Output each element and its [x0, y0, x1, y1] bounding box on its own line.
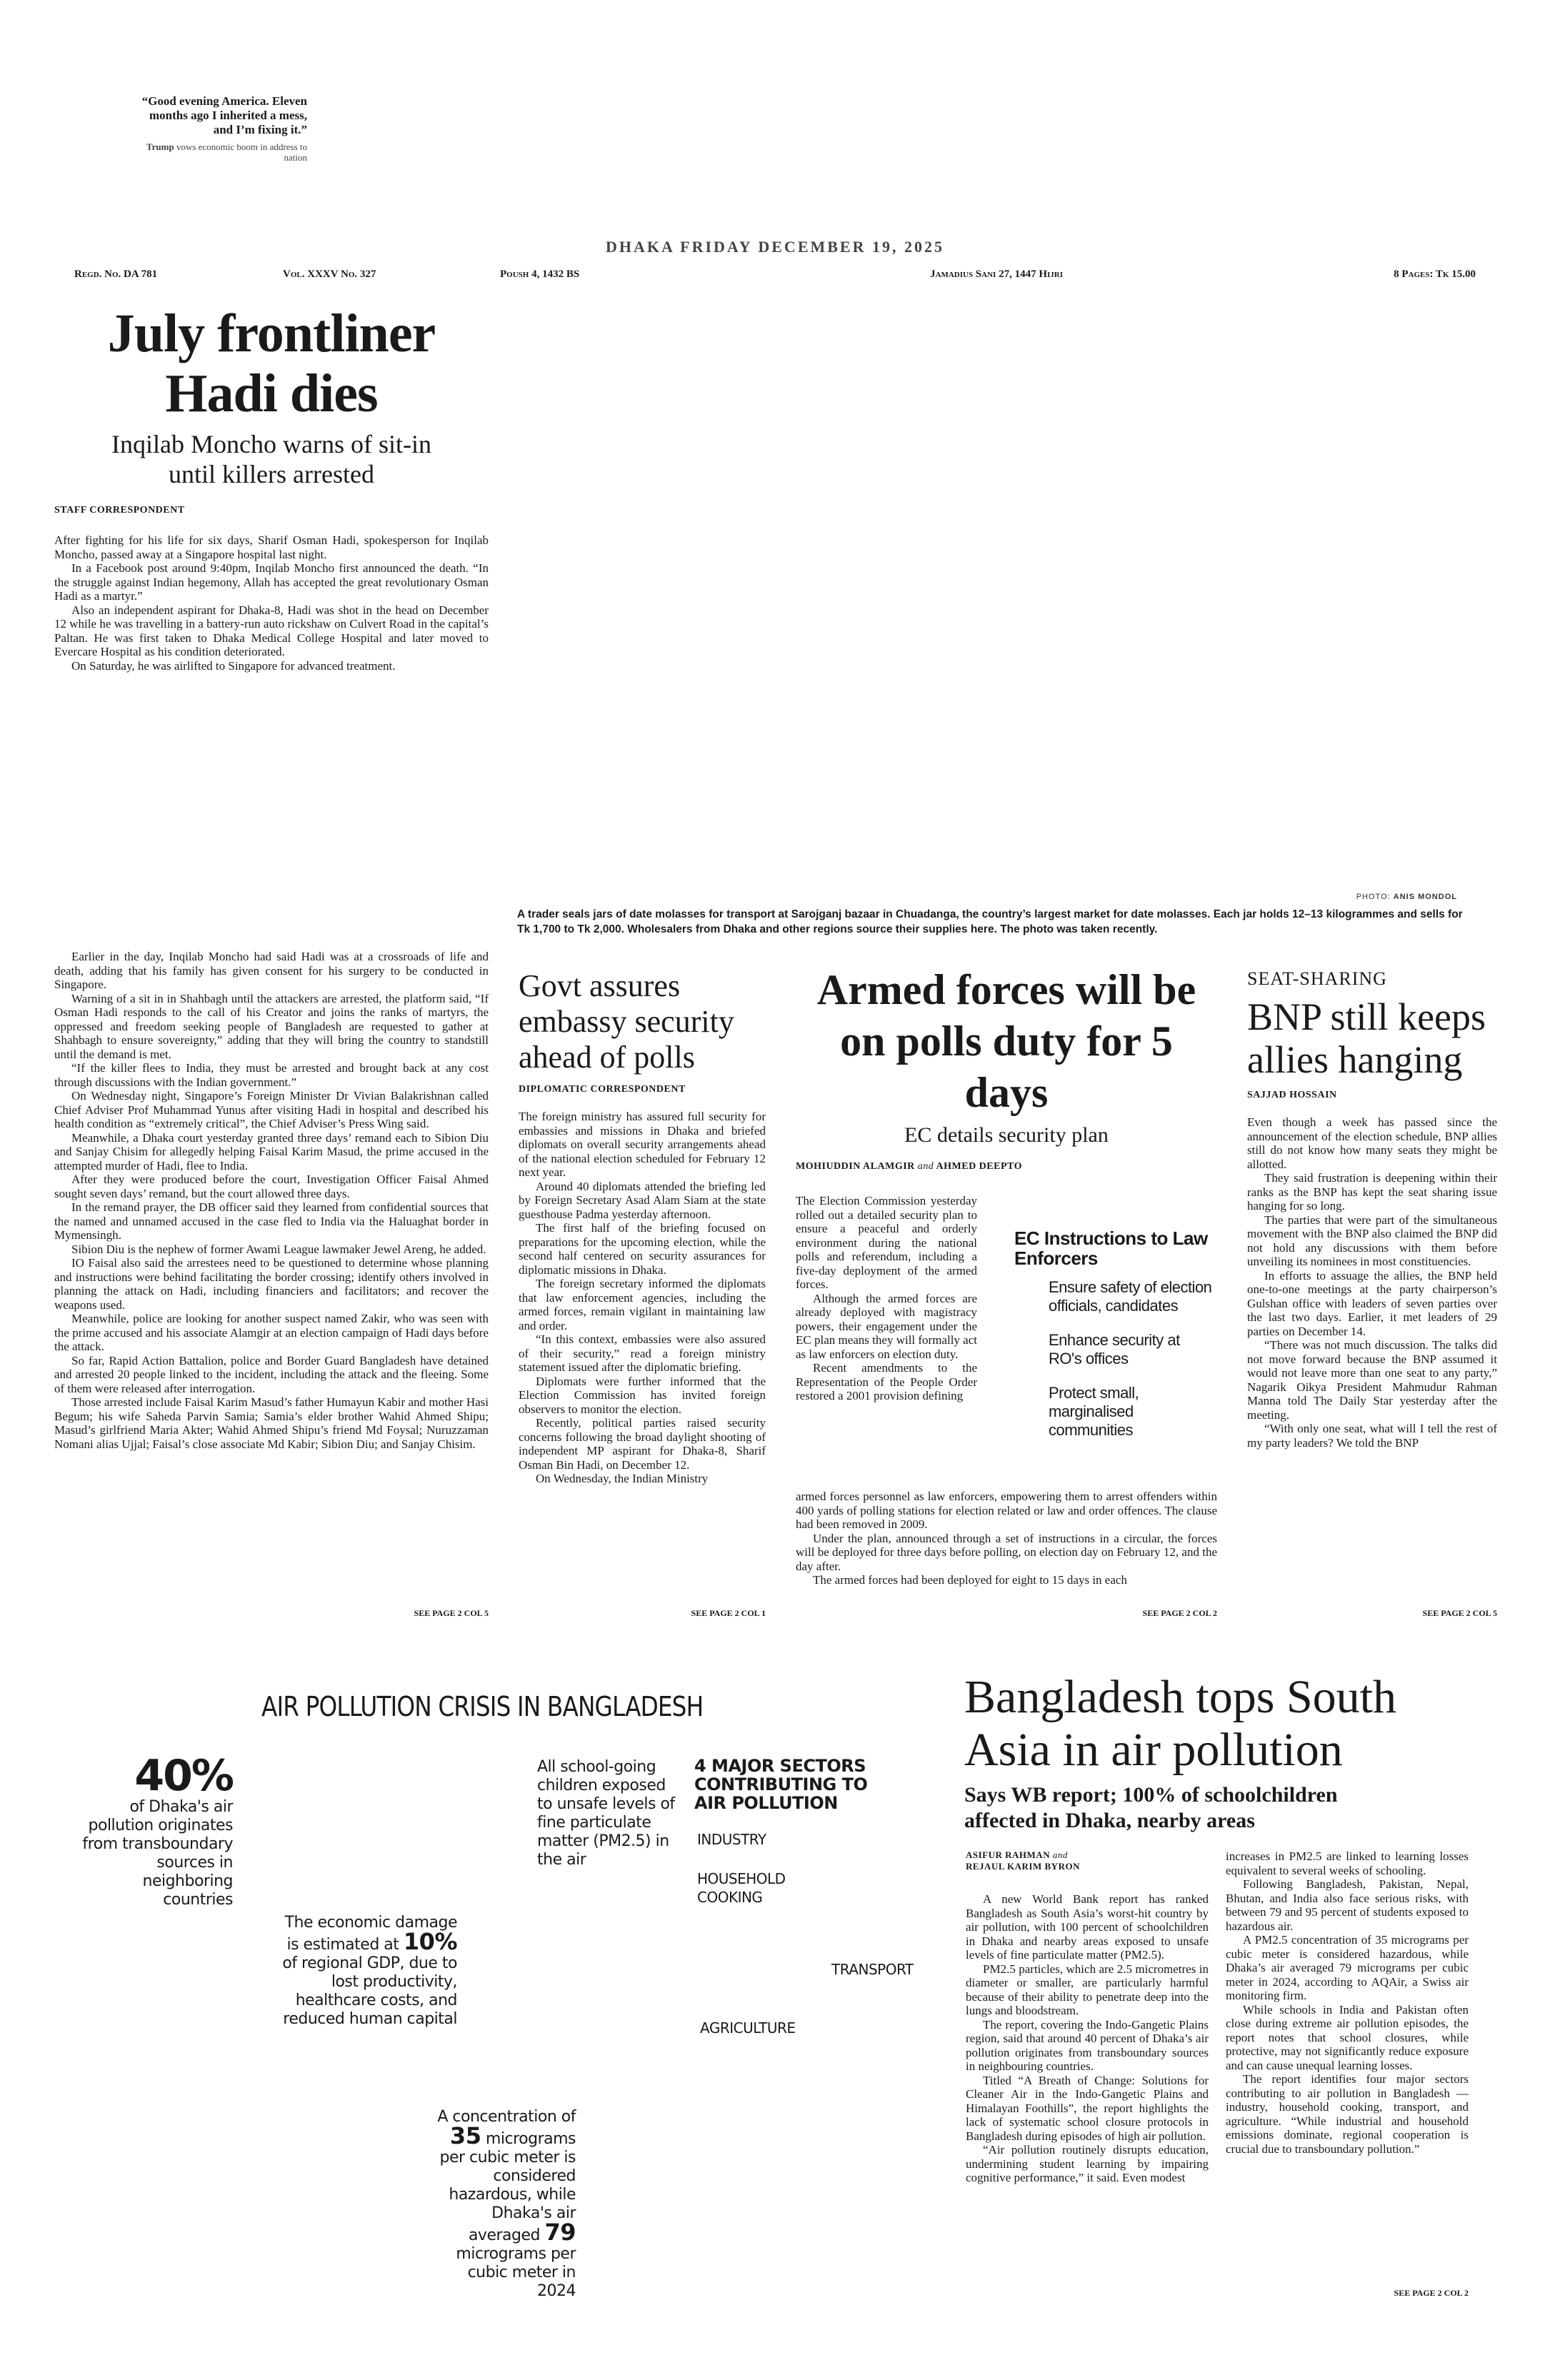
masthead-dateline: DHAKA FRIDAY DECEMBER 19, 2025	[605, 238, 944, 256]
armed-body-column	[796, 1194, 977, 1403]
paragraph: Diplomats were further informed that the Election Commission has invited foreign observers to monitor the election.	[519, 1374, 766, 1416]
paragraph: Meanwhile, a Dhaka court yesterday granted three days’ remand each to Sibion Diu and Sanjay Chisim for allegedly helping Faisal Karim Masud, the prime accused in the attempted murder of Hadi, flee to India.	[54, 1130, 489, 1173]
paragraph: A PM2.5 concentration of 35 micrograms per cubic meter is considered hazardous, while Dhaka’s air averaged 79 micrograms per cubic meter in 2024, according to AQAir, a Swiss air monitoring firm.	[1226, 1933, 1469, 2002]
paragraph: increases in PM2.5 are linked to learning losses equivalent to several weeks of schooling.	[1226, 1849, 1469, 1877]
armed-body-wide	[796, 1490, 1217, 1587]
lead-body-bottom	[54, 950, 489, 1451]
airpollution-subhead: Says WB report; 100% of schoolchildren affected in Dhaka, nearby areas	[964, 1783, 1338, 1832]
sector-transport: TRANSPORT	[831, 1961, 914, 1978]
bnp-body	[1247, 1115, 1497, 1450]
stat-economic-pre: The economic damage is estimated at	[284, 1914, 457, 1954]
ear-credit-text: vows economic boom in address to nation	[176, 141, 307, 163]
paragraph: “With only one seat, what will I tell the rest of my party leaders? We told the BNP	[1247, 1422, 1497, 1450]
paragraph: Meanwhile, police are looking for another suspect named Zakir, who was seen with the prime accused and his associate Alamgir at an election campaign of Hadi days before the attack.	[54, 1312, 489, 1353]
embassy-body	[519, 1110, 766, 1486]
paragraph: On Wednesday, the Indian Ministry	[536, 1472, 709, 1485]
paragraph: They said frustration is deepening within their ranks as the BNP has kept the seat sharing issue hanging for so long.	[1247, 1171, 1497, 1212]
paragraph: Warning of a sit in in Shahbagh until the attackers are arrested, the platform said, “If Osman Hadi responds to the call of his Creator and joins the ranks of martyrs, the oppressed and freedom seeking people of Bangladesh are requested to gather at Shahbagh to ensure sovereignty,” adding that they will bring the country to standstill until the demand is met.	[54, 991, 489, 1061]
airpollution-jump: SEE PAGE 2 COL 2	[1394, 2288, 1469, 2298]
paragraph: After fighting for his life for six days, Sharif Osman Hadi, spokesperson for Inqilab Moncho, passed away at a Singapore hospital last night.	[54, 533, 489, 561]
paragraph: Even though a week has passed since the announcement of the election schedule, BNP allies still do not know how many seats they might be allotted.	[1247, 1115, 1497, 1171]
armed-byline-2: AHMED DEEPTO	[936, 1161, 1022, 1172]
stat-concentration-post: micrograms per cubic meter in 2024	[456, 2245, 576, 2300]
stat-35: 35	[449, 2122, 481, 2149]
embassy-jump: SEE PAGE 2 COL 1	[691, 1608, 766, 1618]
lead-byline: STAFF CORRESPONDENT	[54, 505, 185, 516]
airpollution-body-col2	[1226, 1849, 1469, 2156]
paragraph: While schools in India and Pakistan often close during extreme air pollution episodes, the report notes that school closures, while protective, may not significantly reduce exposure and can cause unequal learning losses.	[1226, 2002, 1469, 2072]
paragraph: Sibion Diu is the nephew of former Awami League lawmaker Jewel Areng, he added.	[71, 1242, 486, 1256]
infographic-title: AIR POLLUTION CRISIS IN BANGLADESH	[261, 1691, 704, 1722]
ear-quote-block	[129, 94, 307, 163]
paragraph: Around 40 diplomats attended the briefing led by Foreign Secretary Asad Alam Siam at the state guesthouse Padma yesterday afternoon.	[519, 1179, 766, 1221]
paragraph: After they were produced before the court, Investigation Officer Faisal Ahmed sought seven days’ remand, but the court allowed three days.	[54, 1173, 489, 1200]
ec-box-item: Protect small, marginalised communities	[1049, 1384, 1139, 1439]
paragraph: “If the killer flees to India, they must be arrested and brought back at any cost through discussions with the Indian government.”	[54, 1061, 489, 1089]
paragraph: Also an independent aspirant for Dhaka-8, Hadi was shot in the head on December 12 while he was travelling in a battery-run auto rickshaw on Culvert Road in the capital’s Paltan. He was first taken to Dhaka Medical College Hospital and later moved to Evercare Hospital as his condition deteriorated.	[54, 603, 489, 658]
paragraph: “In this context, embassies were also assured of their security,” read a foreign ministry statement issued after the diplomatic briefing.	[519, 1332, 766, 1374]
paragraph: The foreign secretary informed the diplomats that law enforcement agencies, including the armed forces, remain vigilant in maintaining law and order.	[519, 1277, 766, 1332]
infographic-sectors-title: 4 MAJOR SECTORS CONTRIBUTING TO AIR POLLUTION	[694, 1756, 868, 1813]
ec-box-item: Enhance security at RO's offices	[1049, 1331, 1180, 1367]
armed-headline: Armed forces will be on polls duty for 5 days	[816, 966, 1196, 1116]
airpollution-story	[964, 1671, 1479, 1834]
infographic-stat-transboundary	[69, 1751, 233, 1909]
stat-economic-text: of regional GDP, due to lost productivity, healthcare costs, and reduced human capital	[282, 1954, 457, 2028]
bnp-story	[1247, 968, 1497, 1450]
armed-byline	[796, 1161, 1217, 1173]
armed-jump: SEE PAGE 2 COL 2	[1142, 1608, 1217, 1618]
paragraph: The armed forces had been deployed for eight to 15 days in each	[813, 1573, 1127, 1587]
photo-area	[514, 300, 1476, 885]
paragraph: The foreign ministry has assured full security for embassies and missions in Dhaka and briefed diplomats on overall security arrangements ahead of the national election scheduled for February 12 next year.	[519, 1110, 766, 1179]
embassy-story	[519, 968, 766, 1486]
ec-box-list	[1049, 1278, 1214, 1440]
stat-10-percent: 10%	[403, 1928, 457, 1955]
paragraph: The report, covering the Indo-Gangetic Plains region, said that around 40 percent of Dhaka’s air pollution originates from transboundary sources in neighbouring countries.	[966, 2017, 1209, 2073]
paragraph: Titled “A Breath of Change: Solutions for Cleaner Air in the Indo-Gangetic Plains and Himalayan Foothills”, the report highlights the lack of systematic school closure protocols in Bangladesh during episodes of high air pollution.	[966, 2073, 1209, 2143]
ec-box-item: Ensure safety of election officials, candidates	[1049, 1278, 1212, 1315]
masthead-regd: Regd. No. DA 781	[74, 268, 158, 280]
airpollution-byline-1: ASIFUR RAHMAN	[966, 1849, 1051, 1860]
photo-credit-label: PHOTO:	[1356, 893, 1391, 901]
bnp-headline: BNP still keeps allies hanging	[1247, 995, 1486, 1081]
stat-79: 79	[544, 2219, 576, 2246]
paragraph: In efforts to assuage the allies, the BNP held one-to-one meetings at the party chairperson’s Gulshan office with leaders of seven parties over the last two days. Earlier, it met leaders of 29 parties on December 14.	[1247, 1268, 1497, 1338]
paragraph: On Wednesday night, Singapore’s Foreign Minister Dr Vivian Balakrishnan called Chief Adviser Prof Muhammad Yunus after visiting Hadi in hospital and described his health condition as “extremely critical”, the Chief Adviser’s Press Wing said.	[54, 1089, 489, 1130]
paragraph: armed forces personnel as law enforcers, empowering them to arrest offenders within 400 yards of polling stations for election related or law and order offences. The clause had been removed in 2009.	[796, 1490, 1217, 1531]
paragraph: The parties that were part of the simultaneous movement with the BNP also claimed the BNP did not hold any discussions with them before unveiling its nominees in most constituencies.	[1247, 1212, 1497, 1268]
airpollution-byline-and: and	[1052, 1849, 1068, 1860]
paragraph: Earlier in the day, Inqilab Moncho had said Hadi was at a crossroads of life and death, adding that his family has given consent for his surgery to be conducted in Singapore.	[54, 950, 489, 991]
airpollution-col1	[966, 1849, 1209, 2185]
airpollution-body-col1	[966, 1892, 1209, 2185]
paragraph: The Election Commission yesterday rolled out a detailed security plan to ensure a peaceful and orderly environment during the national polls and referendum, including a five-day deployment of the armed forces.	[796, 1194, 977, 1291]
masthead-pages-price: 8 Pages: Tk 15.00	[1394, 268, 1476, 280]
armed-story	[796, 964, 1217, 1173]
bnp-kicker: SEAT-SHARING	[1247, 968, 1387, 989]
photo-caption: A trader seals jars of date molasses for transport at Sarojganj bazaar in Chuadanga, the country’s largest market for date molasses. Each jar holds 12–13 kilogrammes and sells for Tk 1,700 to Tk 2,000. Wholesalers from Dhaka and other regions source their supplies here. The photo was taken recently.	[517, 908, 1463, 935]
armed-subhead: EC details security plan	[904, 1123, 1109, 1147]
ec-box-title: EC Instructions to Law Enforcers	[1014, 1227, 1208, 1269]
lead-body-top	[54, 533, 489, 673]
paragraph: In a Facebook post around 9:40pm, Inqilab Moncho first announced the death. “In the struggle against Indian hegemony, Allah has accepted the great revolutionary Osman Hadi as a martyr.”	[54, 561, 489, 603]
paragraph: Recently, political parties raised security concerns following the broad daylight shooting of independent MP aspirant for Dhaka-8, Sharif Osman Bin Hadi, on December 12.	[519, 1416, 766, 1472]
paragraph: Following Bangladesh, Pakistan, Nepal, Bhutan, and India also face serious risks, with between 79 and 95 percent of students exposed to hazardous air.	[1226, 1877, 1469, 1933]
stat-concentration-pre: A concentration of	[437, 2108, 576, 2126]
infographic-stat-economic	[269, 1914, 457, 2029]
masthead-hijri-date: Jamadius Sani 27, 1447 Hijri	[930, 268, 1063, 280]
paragraph: Under the plan, announced through a set of instructions in a circular, the forces will be deployed for three days before polling, on election day on February 12, and the day after.	[796, 1531, 1217, 1573]
paragraph: Those arrested include Faisal Karim Masud’s father Humayun Kabir and mother Hasi Begum; his wife Saheda Parvin Samia; Samia’s elder brother Wahid Ahmed Shipu; Masud’s girlfriend Maria Akter; Wahid Ahmed Shipu’s friend Md Foysal; Nuruzzaman Nomani alias Ujjal; Faisal’s close associate Md Kabir; Sibion Diu; and Sanjay Chisim.	[54, 1395, 489, 1451]
lead-headline: July frontliner Hadi dies	[107, 303, 436, 423]
airpollution-byline	[966, 1849, 1209, 1872]
paragraph: PM2.5 particles, which are 2.5 micrometres in diameter or smaller, are particularly harmful because of their ability to penetrate deep into the lungs and bloodstream.	[966, 1962, 1209, 2017]
masthead-bangla-date: Poush 4, 1432 BS	[500, 268, 580, 280]
paragraph: The first half of the briefing focused on preparations for the upcoming election, while the second half centered on security assurances for diplomatic missions in Dhaka.	[519, 1221, 766, 1277]
infographic-stat-children: All school-going children exposed to unsafe levels of fine particulate matter (PM2.5) in the air	[537, 1758, 675, 1869]
sector-agriculture: AGRICULTURE	[700, 2019, 796, 2037]
paragraph: “There was not much discussion. The talks did not move forward because the BNP assumed it would not leave more than one seat to any party,” Nagarik Oikya President Mahmudur Rahman Manna told The Daily Star yesterday after the meeting.	[1247, 1338, 1497, 1422]
sector-household-cooking: HOUSEHOLD COOKING	[697, 1870, 786, 1906]
paragraph: A new World Bank report has ranked Bangladesh as South Asia’s worst-hit country by air pollution, with 100 percent of schoolchildren in Dhaka and nearby areas exposed to unsafe levels of fine particulate matter (PM2.5).	[966, 1892, 1209, 1962]
bnp-byline: SAJJAD HOSSAIN	[1247, 1090, 1337, 1100]
stat-concentration-mid: micrograms per cubic meter is considered hazardous, while Dhaka's air averaged	[439, 2130, 576, 2244]
sector-industry: INDUSTRY	[697, 1831, 766, 1848]
ear-credit-name: Trump	[146, 141, 174, 152]
airpollution-headline: Bangladesh tops South Asia in air pollution	[964, 1671, 1396, 1776]
stat-transboundary-text: of Dhaka's air pollution originates from transboundary sources in neighboring countries	[82, 1798, 233, 1909]
photo-credit	[1356, 893, 1457, 901]
photo-credit-name: ANIS MONDOL	[1393, 893, 1457, 901]
lead-jump: SEE PAGE 2 COL 5	[414, 1608, 489, 1618]
paragraph: So far, Rapid Action Battalion, police and Border Guard Bangladesh have detained and arrested 20 people linked to the incident, including the attack and the fleeing. Some of them were released after interrogation.	[54, 1353, 489, 1395]
paragraph: Recent amendments to the Representation of the People Order restored a 2001 provision defining	[796, 1361, 977, 1402]
armed-byline-and: and	[917, 1161, 934, 1172]
embassy-headline: Govt assures embassy security ahead of polls	[519, 968, 734, 1075]
ec-instructions-box	[1014, 1228, 1214, 1440]
ear-quote: “Good evening America. Eleven months ago I inherited a mess, and I’m fixing it.”	[141, 94, 307, 136]
paragraph: “Air pollution routinely disrupts education, undermining student learning by impairing cognitive performance,” it said. Even modest	[966, 2143, 1209, 2184]
bnp-jump: SEE PAGE 2 COL 5	[1422, 1608, 1497, 1618]
embassy-byline: DIPLOMATIC CORRESPONDENT	[519, 1084, 686, 1095]
lead-subhead: Inqilab Moncho warns of sit-in until killers arrested	[111, 430, 431, 488]
lead-story-top	[54, 303, 489, 673]
stat-40-percent: 40%	[134, 1751, 233, 1801]
infographic-stat-concentration	[426, 2108, 576, 2301]
airpollution-byline-2: REJAUL KARIM BYRON	[966, 1861, 1080, 1872]
masthead-vol: Vol. XXXV No. 327	[283, 268, 376, 280]
ear-credit	[129, 141, 307, 163]
paragraph: In the remand prayer, the DB officer said they learned from confidential sources that the named and unnamed accused in the case fled to India via the Haluaghat border in Mymensingh.	[54, 1200, 489, 1242]
paragraph: IO Faisal also said the arrestees need to be questioned to determine whose planning and instructions were behind facilitating the border crossing; identify others involved in planning the attack on Hadi, including financiers and facilitators; and recover the weapons used.	[54, 1256, 489, 1312]
armed-byline-1: MOHIUDDIN ALAMGIR	[796, 1161, 915, 1172]
paragraph: Although the armed forces are already deployed with magistracy powers, their engagement under the EC plan means they will formally act as law enforcers on election duty.	[796, 1291, 977, 1361]
paragraph: The report identifies four major sectors contributing to air pollution in Bangladesh — industry, household cooking, transport, and agriculture. “While industrial and household emissions dominate, regional cooperation is crucial due to transboundary pollution.”	[1226, 2072, 1469, 2156]
paragraph: On Saturday, he was airlifted to Singapore for advanced treatment.	[71, 658, 396, 673]
